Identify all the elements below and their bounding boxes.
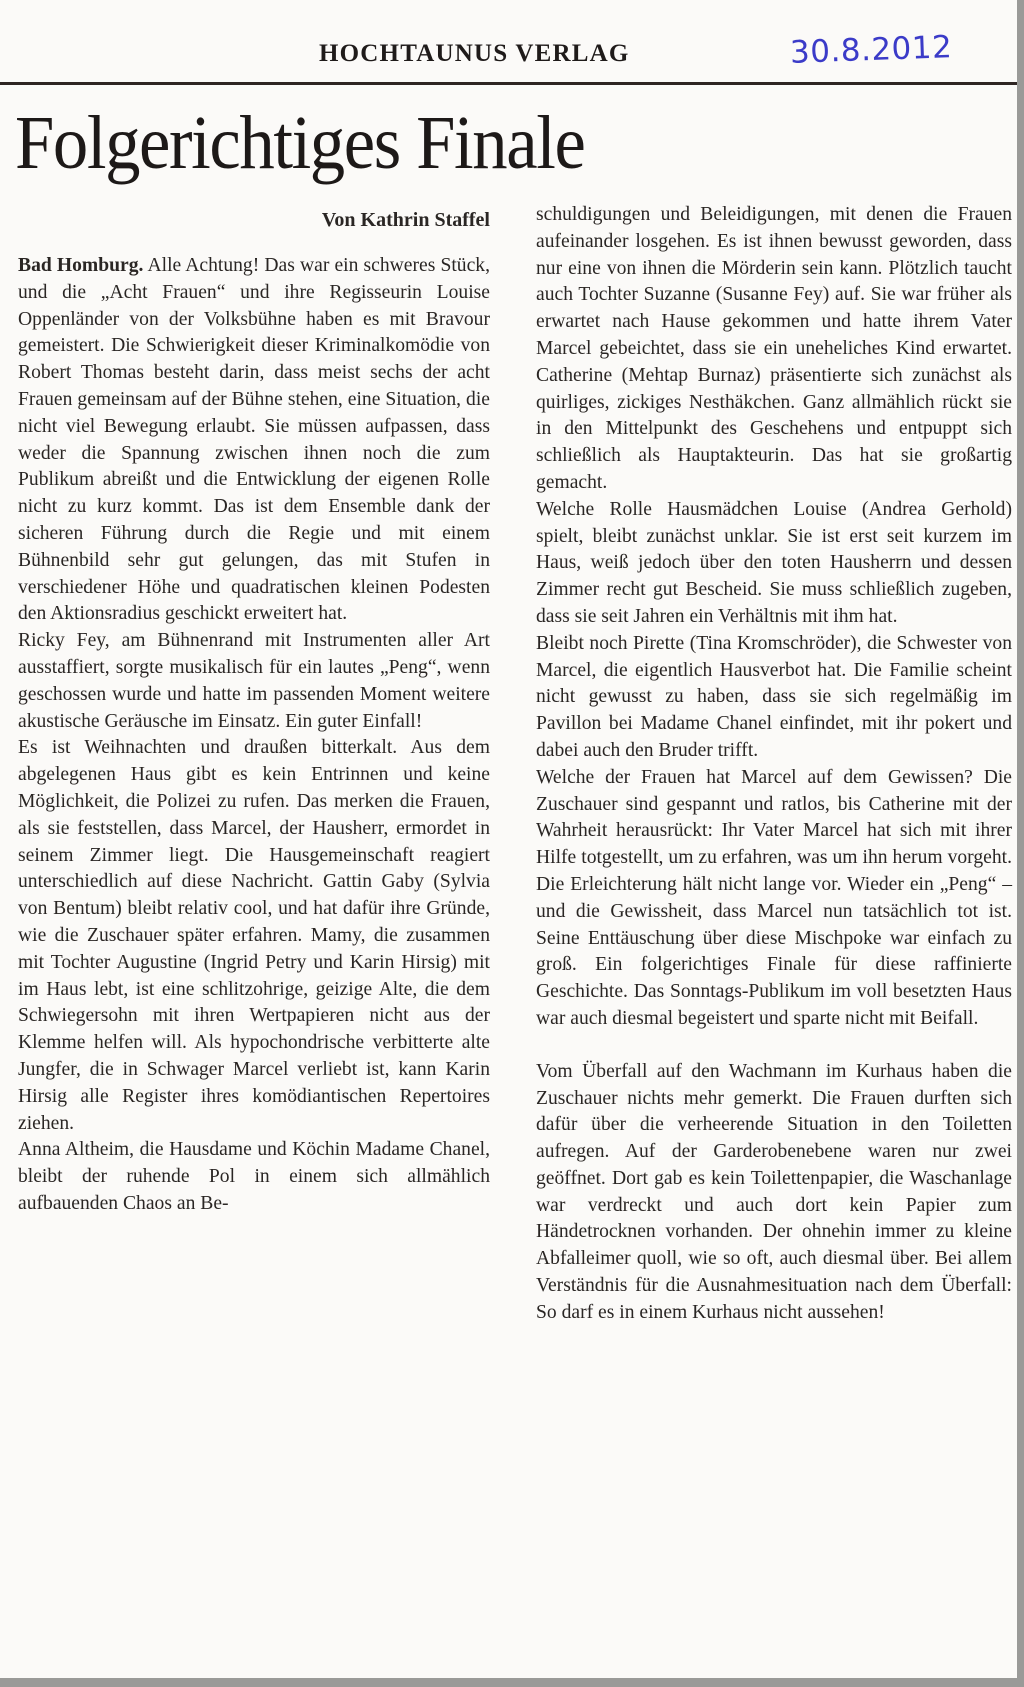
article-paragraph-postscript: Vom Überfall auf den Wachmann im Kurhaus haben die Zuschauer nichts mehr gemerkt. Die Frauen durften sich dafür über die verheerende Situation in den Toiletten aufregen. Auf der Garderobenebene waren nur zwei geöffnet. Dort gab es kein Toilettenpapier, die Waschanlage war verdreckt und auch dort kein Papier zum Händetrocknen vorhanden. Der ohnehin immer zu kleine Abfalleimer quoll, wie so oft, auch diesmal über. Bei allem Verständnis für die Ausnahmesituation nach dem Überfall: So darf es in einem Kurhaus nicht aussehen! — [536, 1060, 1012, 1323]
article-paragraph: Anna Altheim, die Hausdame und Köchin Madame Chanel, bleibt der ruhende Pol in einem sich allmählich aufbauenden Chaos an Be- — [18, 1139, 490, 1214]
article-dateline: Bad Homburg. — [18, 255, 144, 276]
article-paragraph: Bleibt noch Pirette (Tina Kromschröder), die Schwester von Marcel, die eigentlich Hausverbot hat. Die Familie scheint nicht gewusst zu haben, dass sie sich regelmäßig im Pavillon bei Madame Chanel einfindet, mit ihr pokert und dabei auch den Bruder trifft. — [536, 632, 1012, 761]
article-paragraph: Ricky Fey, am Bühnenrand mit Instrumenten aller Art ausstaffiert, sorgte musikalisch für ein lautes „Peng“, wenn geschossen wurde und hatte im passenden Moment weitere akustische Geräusche im Einsatz. Ein guter Einfall! — [18, 630, 490, 732]
scanner-edge — [0, 1678, 1024, 1687]
article-headline: Folgerichtiges Finale — [15, 101, 585, 185]
publisher-name: HOCHTAUNUS VERLAG — [319, 40, 630, 67]
article-paragraph: Welche Rolle Hausmädchen Louise (Andrea Gerhold) spielt, bleibt zunächst unklar. Sie ist erst seit kurzem im Haus, weiß jedoch über den toten Hausherrn und dessen Zimmer recht gut Bescheid. Sie muss schließlich zugeben, dass sie seit Jahren ein Verhältnis mit ihm hat. — [536, 498, 1012, 627]
masthead — [0, 29, 1017, 82]
paragraph-text: Alle Achtung! Das war ein schweres Stück, und die „Acht Frauen“ und ihre Regisseurin Louise Oppenländer von der Volksbühne haben es mit Bravour gemeistert. Die Schwierigkeit dieser Kriminalkomödie von Robert Thomas besteht darin, dass meist sechs der acht Frauen gemeinsam auf der Bühne stehen, eine Situation, die nicht viel Bewegung erlaubt. Sie müssen aufpassen, dass weder die Spannung zwischen ihnen noch die zum Publikum abreißt und die Entwicklung der eigenen Rolle nicht zu kurz kommt. Das ist dem Ensemble dank der sicheren Führung durch die Regie und mit einem Bühnenbild sehr gut gelungen, das mit Stufen in verschiedener Höhe und quadratischen kleinen Podesten den Aktionsradius geschickt erweitert hat. — [18, 255, 490, 625]
article-byline: Von Kathrin Staffel — [321, 209, 490, 231]
article-paragraph-continued: schuldigungen und Beleidigungen, mit denen die Frauen aufeinander losgehen. Es ist ihnen bewusst geworden, dass nur eine von ihnen die Mörderin sein kann. Plötzlich taucht auch Tochter Suzanne (Susanne Fey) auf. Sie war früher als erwartet nach Hause gekommen und hatte ihrem Vater Marcel gebeichtet, dass sie ein uneheliches Kind erwartet. Catherine (Mehtap Burnaz) präsentierte sich zunächst als quirliges, zickiges Nesthäkchen. Ganz allmählich rückt sie in den Mittelpunkt des Geschehens und entpuppt sich schließlich als Hauptakteurin. Das hat sie großartig gemacht. — [536, 204, 1012, 493]
article-column-right — [536, 202, 1012, 1327]
article-paragraph: Welche der Frauen hat Marcel auf dem Gewissen? Die Zuschauer sind gespannt und ratlos, bis Catherine mit der Wahrheit herausrückt: Ihr Vater Marcel hat sich mit ihrer Hilfe totgestellt, um zu erfahren, was um ihn herum vorgeht. Die Erleichterung hält nicht lange vor. Wieder ein „Peng“ – und die Gewissheit, dass Marcel nun tatsächlich tot ist. Seine Enttäuschung über diese Mischpoke war einfach zu groß. Ein folgerichtiges Finale für diese raffinierte Geschichte. Das Sonntags-Publikum im voll besetzten Haus war auch diesmal begeistert und sparte nicht mit Beifall. — [536, 766, 1012, 1029]
article-paragraph: Es ist Weihnachten und draußen bitterkalt. Aus dem abgelegenen Haus gibt es kein Entrinnen und keine Möglichkeit, die Polizei zu rufen. Das merken die Frauen, als sie feststellen, dass Marcel, der Hausherr, ermordet in seinem Zimmer liegt. Die Hausgemeinschaft reagiert unterschiedlich auf diese Nachricht. Gattin Gaby (Sylvia von Bentum) bleibt relativ cool, und hat dafür ihre Gründe, wie die Zuschauer später erfahren. Mamy, die zusammen mit Tochter Augustine (Ingrid Petry und Karin Hirsig) mit im Haus lebt, ist eine schlitzohrige, geizige Alte, die dem Schwiegersohn mit ihren Wertpapieren nicht aus der Klemme helfen will. Als hypochondrische verbitterte alte Jungfer, die in Schwager Marcel verliebt ist, kann Karin Hirsig alle Register ihres komödiantischen Repertoires ziehen. — [18, 737, 490, 1134]
handwritten-date: 30.8.2012 — [789, 29, 953, 71]
masthead-rule — [0, 82, 1017, 85]
article-column-left — [18, 207, 490, 1218]
article-paragraph — [18, 253, 490, 628]
